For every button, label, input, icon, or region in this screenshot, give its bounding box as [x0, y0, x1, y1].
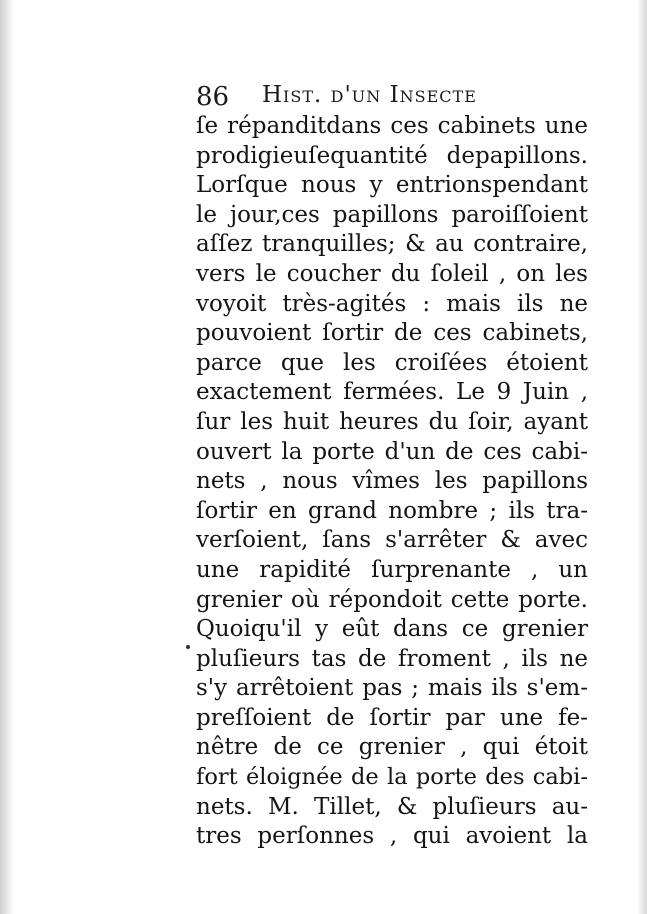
- text-line: ouvert la porte d'un de ces cabi-: [196, 438, 588, 465]
- text-line: Lorſque nous y entrionspendant: [196, 172, 588, 199]
- text-line: nêtre de ce grenier , qui étoit: [196, 734, 588, 761]
- page-edge-shadow: [637, 0, 647, 914]
- text-line: pouvoient ſortir de ces cabinets,: [196, 320, 588, 347]
- text-line: nets. M. Tillet, & pluſieurs au-: [196, 793, 588, 820]
- running-title: Hist. d'un Insecte: [262, 82, 477, 108]
- page-number: 86: [196, 82, 230, 112]
- body-text: [196, 112, 588, 852]
- text-line: Quoiqu'il y eût dans ce grenier: [196, 616, 588, 643]
- text-line: nets , nous vîmes les papillons: [196, 468, 588, 495]
- text-line: exactement fermées. Le 9 Juin ,: [196, 379, 588, 406]
- text-line: aſſez tranquilles; & au contraire,: [196, 231, 588, 258]
- text-line: ſur les huit heures du ſoir, ayant: [196, 408, 588, 435]
- text-line: verſoient, ſans s'arrêter & avec: [196, 527, 588, 554]
- text-line: tres perſonnes , qui avoient la: [196, 823, 588, 850]
- text-line: prodigieuſequantité depapillons.: [196, 142, 588, 169]
- text-line: une rapidité ſurprenante , un: [196, 556, 588, 583]
- text-line: ſortir en grand nombre ; ils tra-: [196, 497, 588, 524]
- text-line: voyoit très-agités : mais ils ne: [196, 290, 588, 317]
- text-line: vers le coucher du ſoleil , on les: [196, 260, 588, 287]
- text-line: le jour,ces papillons paroiſſoient: [196, 201, 588, 228]
- text-line: preſſoient de ſortir par une fe-: [196, 704, 588, 731]
- text-line: grenier où répondoit cette porte.: [196, 586, 588, 613]
- ink-speck: [186, 645, 190, 649]
- text-line: fort éloignée de la porte des cabi-: [196, 764, 588, 791]
- text-line: ſe répanditdans ces cabinets une: [196, 113, 588, 139]
- text-line: pluſieurs tas de froment , ils ne: [196, 645, 588, 672]
- text-line: parce que les croiſées étoient: [196, 349, 588, 376]
- text-line: s'y arrêtoient pas ; mais ils s'em-: [196, 675, 588, 702]
- gutter-shadow: [0, 0, 14, 914]
